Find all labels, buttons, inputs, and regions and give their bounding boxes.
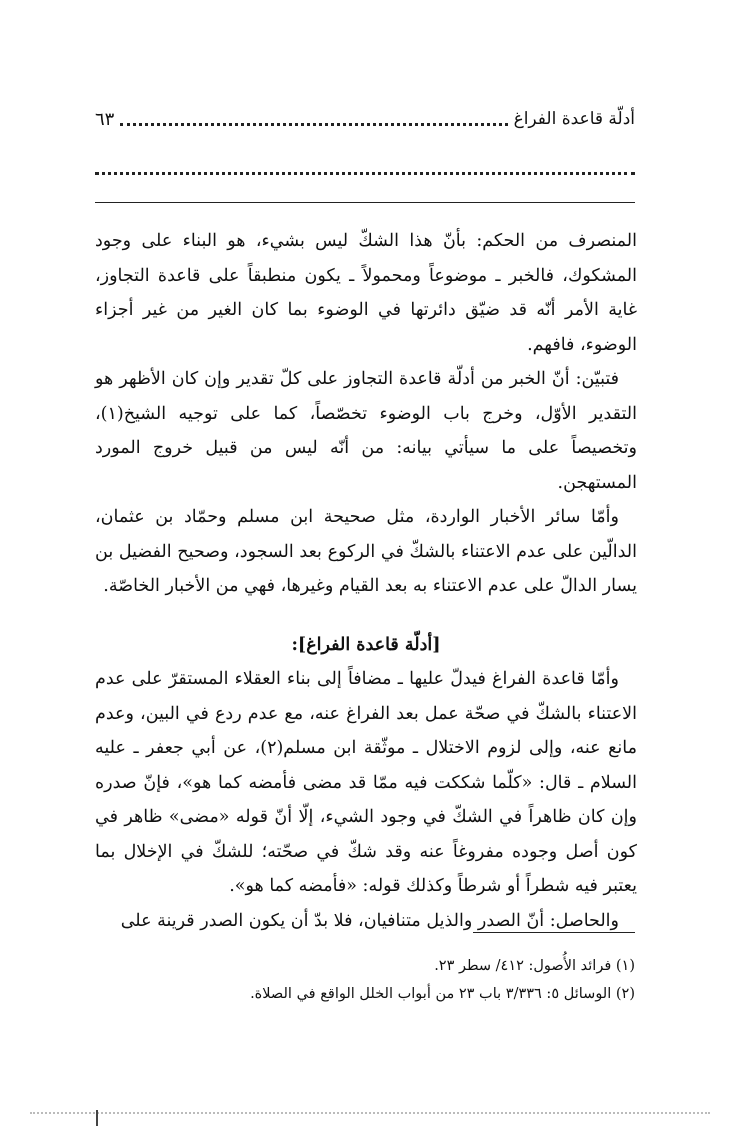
paragraph-1: المنصرف من الحكم: بأنّ هذا الشكّ ليس بشيء، هو البناء على وجود المشكوك، فالخبر ـ موضوعاً ومحمولاً ـ يكون منطبقاً على قاعدة التجاوز، غاية الأمر أنّه قد ضيّق دائرتها في الوضوء بما كان الغير من غير أجزاء الوضوء، فافهم.	[95, 231, 637, 355]
section-paragraph-2: والحاصل: أنّ الصدر والذيل متنافيان، فلا بدّ أن يكون الصدر قرينة على	[120, 910, 619, 931]
header-rule	[95, 202, 635, 203]
page-number: ٦٣	[95, 108, 115, 130]
running-header	[95, 104, 635, 134]
footnote-2: (٢) الوسائل ٥: ٣/٣٣٦ باب ٢٣ من أبواب الخلل الواقع في الصلاة.	[250, 986, 635, 1002]
footnotes	[95, 952, 635, 1008]
dotted-divider	[95, 172, 635, 175]
running-title: أدلّة قاعدة الفراغ	[513, 109, 635, 129]
footnote-separator	[473, 932, 635, 933]
scan-edge-mark	[96, 1110, 98, 1126]
section-paragraph-1: وأمّا قاعدة الفراغ فيدلّ عليها ـ مضافاً إلى بناء العقلاء المستقرّ على عدم الاعتناء بالشكّ في صحّة عمل بعد الفراغ عنه، مع عدم ردع في البين، وعدم مانع عنه، وإلى لزوم الاختلال ـ موثّقة ابن مسلم(٢)، عن أبي جعفر ـ عليه السلام ـ قال: «كلّما شككت فيه ممّا قد مضى فأمضه كما هو»، فإنّ صدره وإن كان ظاهراً في الشكّ في وجود الشيء، إلّا أنّ قوله «مضى» ظاهر في كون أصل وجوده مفروغاً عنه وقد شكّ في صحّته؛ للشكّ في الإخلال بما يعتبر فيه شطراً أو شرطاً وكذلك قوله: «فأمضه كما هو».	[95, 669, 637, 896]
header-dot-leader	[120, 113, 507, 126]
footnote-1: (١) فرائد الأُصول: ٤١٢/ سطر ٢٣.	[434, 958, 635, 974]
section-heading: [أدلّة قاعدة الفراغ]:	[291, 634, 441, 655]
main-text	[95, 224, 637, 938]
paragraph-2: فتبيّن: أنّ الخبر من أدلّة قاعدة التجاوز على كلّ تقدير وإن كان الأظهر هو التقدير الأوّل، وخرج باب الوضوء تخصّصاً، كما على توجيه الشيخ(١)، وتخصيصاً على ما سيأتي بيانه: من أنّه ليس من قبيل خروج المورد المستهجن.	[95, 369, 637, 493]
paragraph-3: وأمّا سائر الأخبار الواردة، مثل صحيحة ابن مسلم وحمّاد بن عثمان، الدالّين على عدم الاعتناء بالشكّ في الركوع بعد السجود، وصحيح الفضيل بن يسار الدالّ على عدم الاعتناء به بعد القيام وغيرها، فهي من الأخبار الخاصّة.	[95, 507, 637, 596]
scan-edge-dots	[30, 1112, 710, 1114]
